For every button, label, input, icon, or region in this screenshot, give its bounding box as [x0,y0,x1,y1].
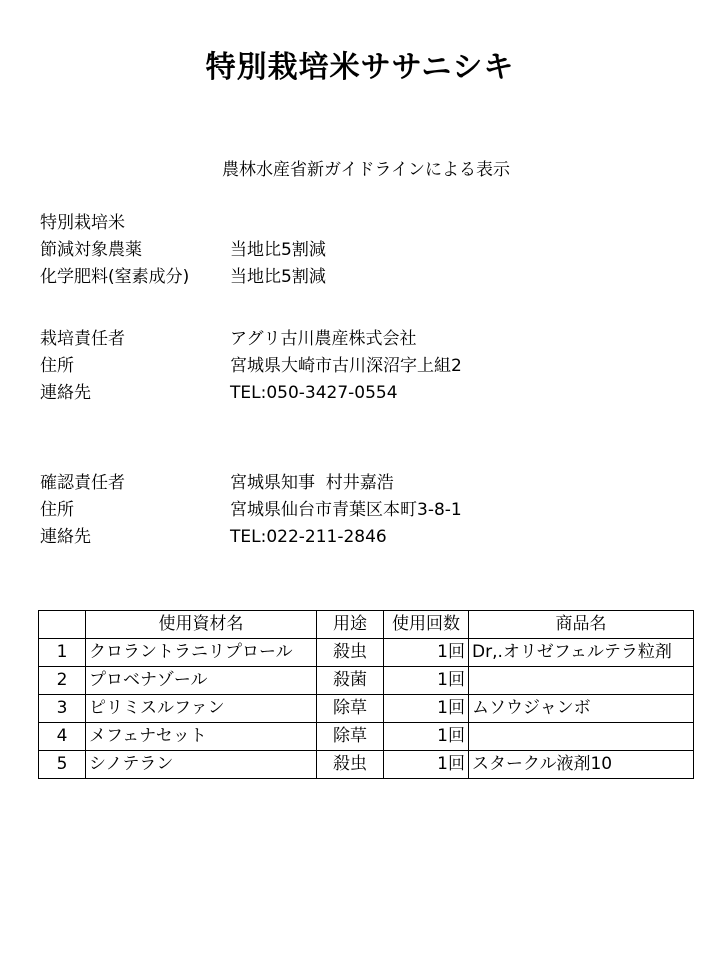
confirmation-manager-value: 宮城県知事 村井嘉浩 [230,473,394,493]
purpose: 殺虫 [317,639,384,667]
cultivation-manager-label: 栽培責任者 [40,329,125,349]
pesticide-usage-table [38,610,694,779]
cultivation-contact-value: TEL:050-3427-0554 [230,383,398,403]
confirmation-contact-value: TEL:022-211-2846 [230,527,387,547]
cultivation-section [40,326,680,407]
cultivation-address-label: 住所 [40,356,74,376]
usage-count: 1回 [384,667,469,695]
product-name: スタークル液剤10 [469,751,694,779]
purpose: 除草 [317,723,384,751]
header-material-name: 使用資材名 [86,611,317,639]
product-name: ムソウジャンボ [469,695,694,723]
usage-count: 1回 [384,639,469,667]
info-row [40,264,680,291]
usage-count: 1回 [384,695,469,723]
material-name: シノテラン [86,751,317,779]
header-purpose: 用途 [317,611,384,639]
info-row [40,353,680,380]
purpose: 除草 [317,695,384,723]
product-name: Dr,.オリゼフェルテラ粒剤 [469,639,694,667]
pesticide-reduction-value: 当地比5割減 [230,240,326,260]
confirmation-address-value: 宮城県仙台市青葉区本町3-8-1 [230,500,462,520]
info-row [40,497,680,524]
row-number: 5 [39,751,86,779]
product-name [469,667,694,695]
purpose: 殺菌 [317,667,384,695]
info-row [40,210,680,237]
cultivation-contact-label: 連絡先 [40,383,91,403]
usage-count: 1回 [384,751,469,779]
header-product-name: 商品名 [469,611,694,639]
purpose: 殺虫 [317,751,384,779]
table-row [39,723,694,751]
info-row [40,380,680,407]
table-row [39,751,694,779]
guideline-subtitle: 農林水産省新ガイドラインによる表示 [222,160,510,180]
table-row [39,667,694,695]
info-row [40,470,680,497]
table-row [39,639,694,667]
table-row [39,695,694,723]
confirmation-address-label: 住所 [40,500,74,520]
info-row [40,524,680,551]
header-number [39,611,86,639]
material-name: ピリミスルファン [86,695,317,723]
confirmation-contact-label: 連絡先 [40,527,91,547]
info-row [40,326,680,353]
usage-count: 1回 [384,723,469,751]
page-title: 特別栽培米ササニシキ [205,50,515,85]
fertilizer-reduction-value: 当地比5割減 [230,267,326,287]
row-number: 1 [39,639,86,667]
row-number: 4 [39,723,86,751]
row-number: 2 [39,667,86,695]
table-header-row [39,611,694,639]
header-usage-count: 使用回数 [384,611,469,639]
product-name [469,723,694,751]
cultivation-manager-value: アグリ古川農産株式会社 [230,329,417,349]
cultivation-address-value: 宮城県大崎市古川深沼字上組2 [230,356,462,376]
certification-section [40,210,680,291]
pesticide-reduction-label: 節減対象農薬 [40,240,142,260]
certification-label: 特別栽培米 [40,213,125,233]
confirmation-section [40,470,680,551]
row-number: 3 [39,695,86,723]
confirmation-manager-label: 確認責任者 [40,473,125,493]
material-name: クロラントラニリプロール [86,639,317,667]
fertilizer-reduction-label: 化学肥料(窒素成分) [40,267,190,287]
material-name: プロベナゾール [86,667,317,695]
info-row [40,237,680,264]
material-name: メフェナセット [86,723,317,751]
